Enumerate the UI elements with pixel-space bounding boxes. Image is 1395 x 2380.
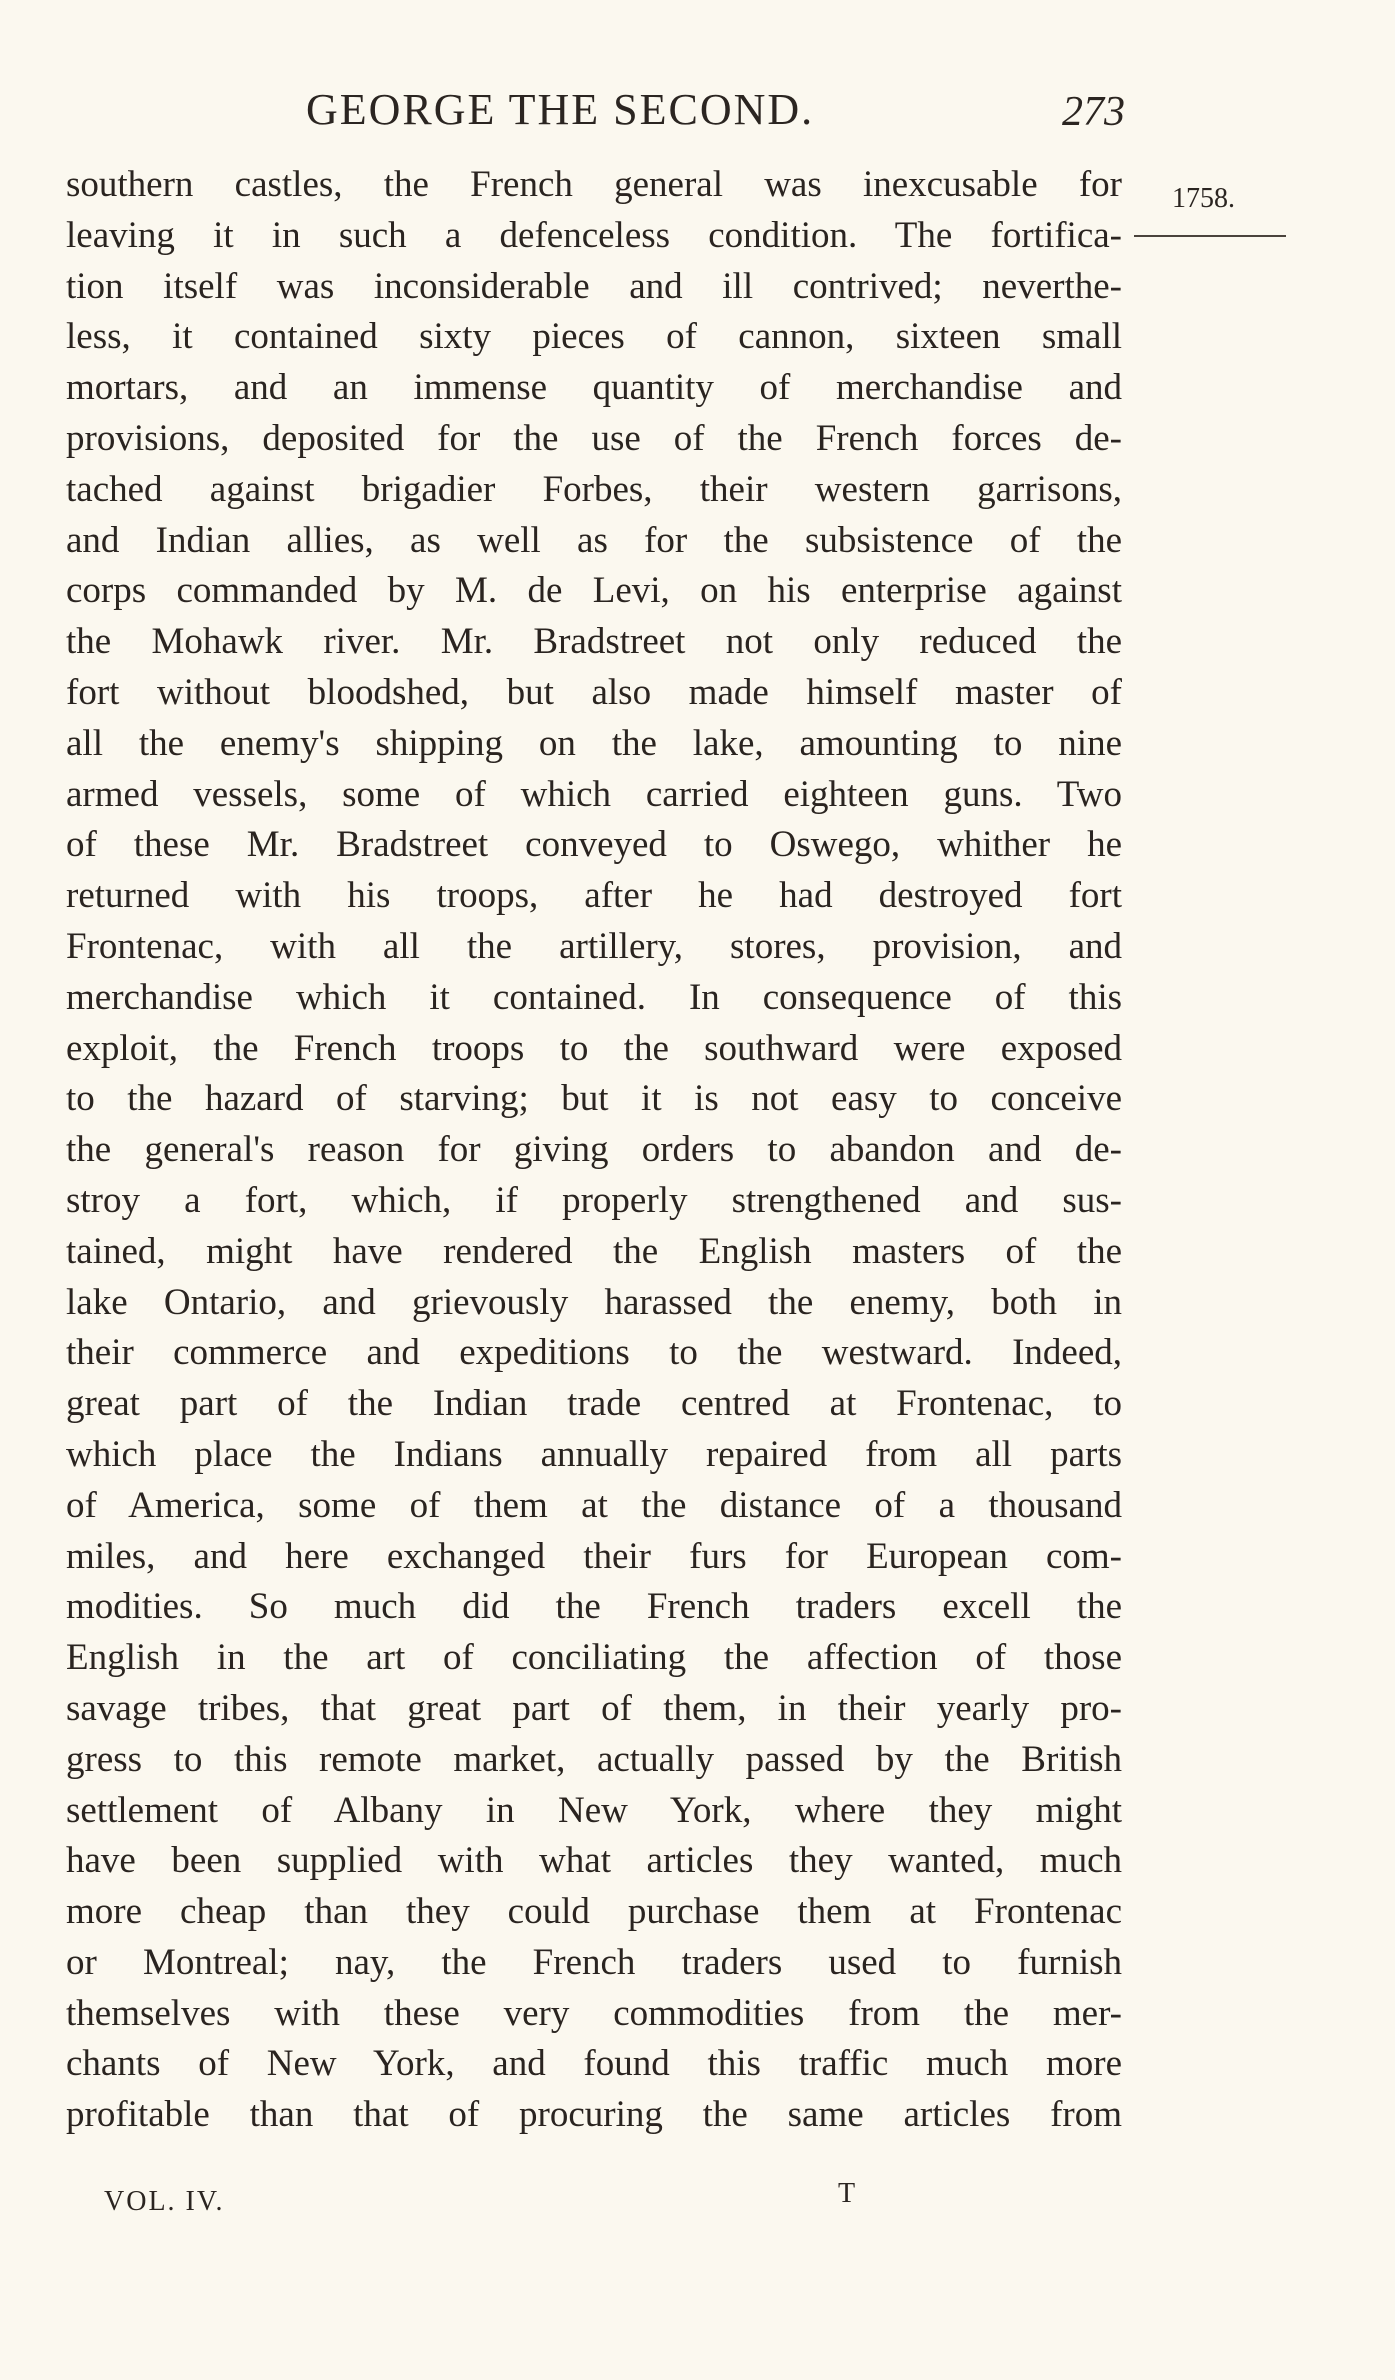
text-line: returned with his troops, after he had destroyed fort (66, 875, 1122, 917)
text-line: which place the Indians annually repaired from all parts (66, 1433, 1122, 1475)
text-line: tained, might have rendered the English masters of the (66, 1230, 1122, 1272)
page-number: 273 (1062, 89, 1125, 135)
text-line: of these Mr. Bradstreet conveyed to Oswego, whither he (66, 824, 1122, 866)
text-line: the Mohawk river. Mr. Bradstreet not only reduced the (66, 621, 1122, 663)
footer-signature-mark: T (838, 2178, 856, 2209)
text-line: less, it contained sixty pieces of cannon, sixteen small (66, 316, 1122, 358)
text-line: armed vessels, some of which carried eighteen guns. Two (66, 773, 1122, 815)
text-line: leaving it in such a defenceless condition. The fortifica- (66, 214, 1122, 256)
text-line: mortars, and an immense quantity of merchandise and (66, 367, 1122, 409)
text-line: savage tribes, that great part of them, in their yearly pro- (66, 1687, 1122, 1729)
text-line: English in the art of conciliating the affection of those (66, 1637, 1122, 1679)
text-line: chants of New York, and found this traffic much more (66, 2043, 1122, 2085)
text-line: gress to this remote market, actually passed by the British (66, 1738, 1122, 1780)
text-line: have been supplied with what articles they wanted, much (66, 1840, 1122, 1882)
text-line: fort without bloodshed, but also made himself master of (66, 671, 1122, 713)
text-line: merchandise which it contained. In consequence of this (66, 976, 1122, 1018)
text-line: miles, and here exchanged their furs for European com- (66, 1535, 1122, 1577)
text-line: or Montreal; nay, the French traders used to furnish (66, 1941, 1122, 1983)
body-text (66, 160, 1122, 2141)
text-line: the general's reason for giving orders to abandon and de- (66, 1129, 1122, 1171)
text-line: of America, some of them at the distance of a thousand (66, 1484, 1122, 1526)
text-line: settlement of Albany in New York, where they might (66, 1789, 1122, 1831)
margin-year-note: 1758. (1172, 183, 1235, 214)
text-line: tion itself was inconsiderable and ill contrived; neverthe- (66, 265, 1122, 307)
text-line: their commerce and expeditions to the westward. Indeed, (66, 1332, 1122, 1374)
running-head: GEORGE THE SECOND. (306, 85, 815, 134)
text-line: to the hazard of starving; but it is not easy to conceive (66, 1078, 1122, 1120)
text-line: Frontenac, with all the artillery, stores, provision, and (66, 925, 1122, 967)
text-line: and Indian allies, as well as for the subsistence of the (66, 519, 1122, 561)
text-line: themselves with these very commodities from the mer- (66, 1992, 1122, 2034)
text-line: tached against brigadier Forbes, their western garrisons, (66, 468, 1122, 510)
text-line: all the enemy's shipping on the lake, amounting to nine (66, 722, 1122, 764)
footer-volume: VOL. IV. (104, 2186, 225, 2217)
text-line: southern castles, the French general was inexcusable for (66, 164, 1122, 205)
margin-rule (1134, 235, 1286, 237)
text-line: stroy a fort, which, if properly strengthened and sus- (66, 1179, 1122, 1221)
text-line: profitable than that of procuring the same articles from (66, 2094, 1122, 2136)
text-line: modities. So much did the French traders excell the (66, 1586, 1122, 1628)
text-line: exploit, the French troops to the southward were exposed (66, 1027, 1122, 1069)
text-line: more cheap than they could purchase them at Frontenac (66, 1891, 1122, 1933)
text-line: corps commanded by M. de Levi, on his enterprise against (66, 570, 1122, 612)
text-line: provisions, deposited for the use of the French forces de- (66, 417, 1122, 459)
text-line: lake Ontario, and grievously harassed the enemy, both in (66, 1281, 1122, 1323)
text-line: great part of the Indian trade centred at Frontenac, to (66, 1383, 1122, 1425)
